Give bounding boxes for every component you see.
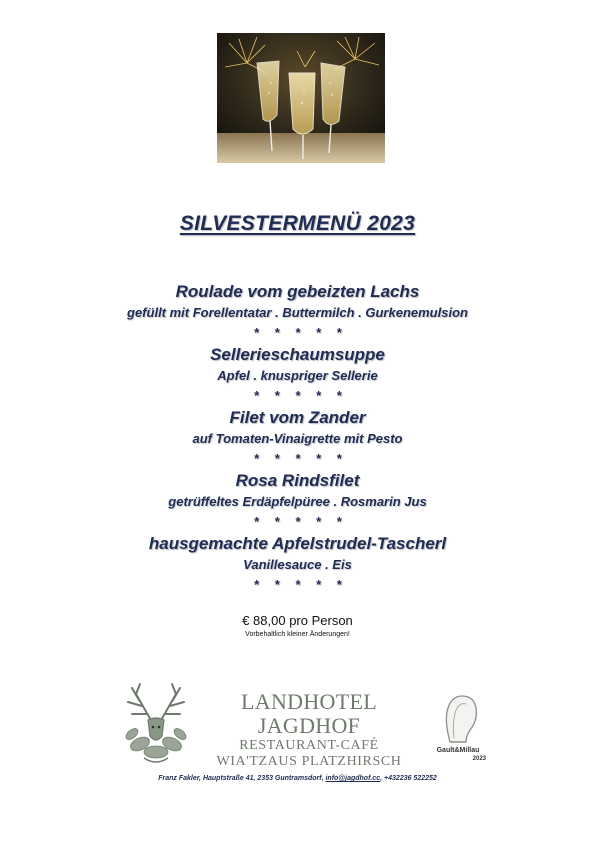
course-separator: * * * * * — [253, 388, 348, 403]
dish-name: Sellerieschaumsuppe — [210, 345, 385, 364]
dish-description: getrüffeltes Erdäpfelpüree . Rosmarin Jus — [168, 494, 427, 509]
phone-text: , +432236 522252 — [380, 775, 437, 782]
dish-name: Filet vom Zander — [229, 408, 366, 427]
dish-description: Apfel . knuspriger Sellerie — [217, 368, 378, 383]
hotel-name: LANDHOTEL JAGDHOF — [241, 689, 377, 738]
disclaimer-note: Vorbehaltlich kleiner Änderungen! — [245, 631, 350, 638]
address-text: Franz Fakler, Hauptstraße 41, 2353 Guntramsdorf, — [158, 775, 326, 782]
dish-name: Rosa Rindsfilet — [235, 471, 360, 490]
course-separator: * * * * * — [253, 325, 348, 340]
email-link[interactable]: info@jagdhof.cc — [325, 775, 381, 782]
menu-title: SILVESTERMENÜ 2023 — [179, 212, 416, 235]
stag-crest-icon — [114, 678, 198, 768]
course-separator: * * * * * — [253, 451, 348, 466]
hotel-subtitle-platzhirsch: WIA'TZAUS PLATZHIRSCH — [216, 754, 402, 769]
course-item — [0, 343, 595, 406]
course-item — [0, 280, 595, 343]
contact-footer — [0, 775, 595, 782]
course-item — [0, 469, 595, 532]
dish-description: Vanillesauce . Eis — [243, 557, 352, 572]
dish-name: hausgemachte Apfelstrudel-Tascherl — [148, 534, 447, 553]
course-item — [0, 532, 595, 595]
course-separator: * * * * * — [253, 514, 348, 529]
hotel-logo-text — [190, 690, 428, 770]
dish-description: auf Tomaten-Vinaigrette mit Pesto — [192, 431, 403, 446]
champagne-glasses-icon — [217, 33, 385, 163]
price-per-person: € 88,00 pro Person — [242, 613, 353, 628]
course-separator: * * * * * — [253, 577, 348, 592]
course-list — [0, 280, 595, 595]
champagne-photo — [217, 33, 385, 163]
gault-millau-label: Gault&Millau — [436, 747, 480, 754]
gault-millau-year: 2023 — [472, 756, 486, 762]
dish-name: Roulade vom gebeizten Lachs — [175, 282, 420, 301]
dish-description: gefüllt mit Forellentatar . Buttermilch . Gurkenemulsion — [127, 305, 468, 320]
hotel-subtitle-restaurant: RESTAURANT-CAFÉ — [239, 738, 379, 753]
course-item — [0, 406, 595, 469]
